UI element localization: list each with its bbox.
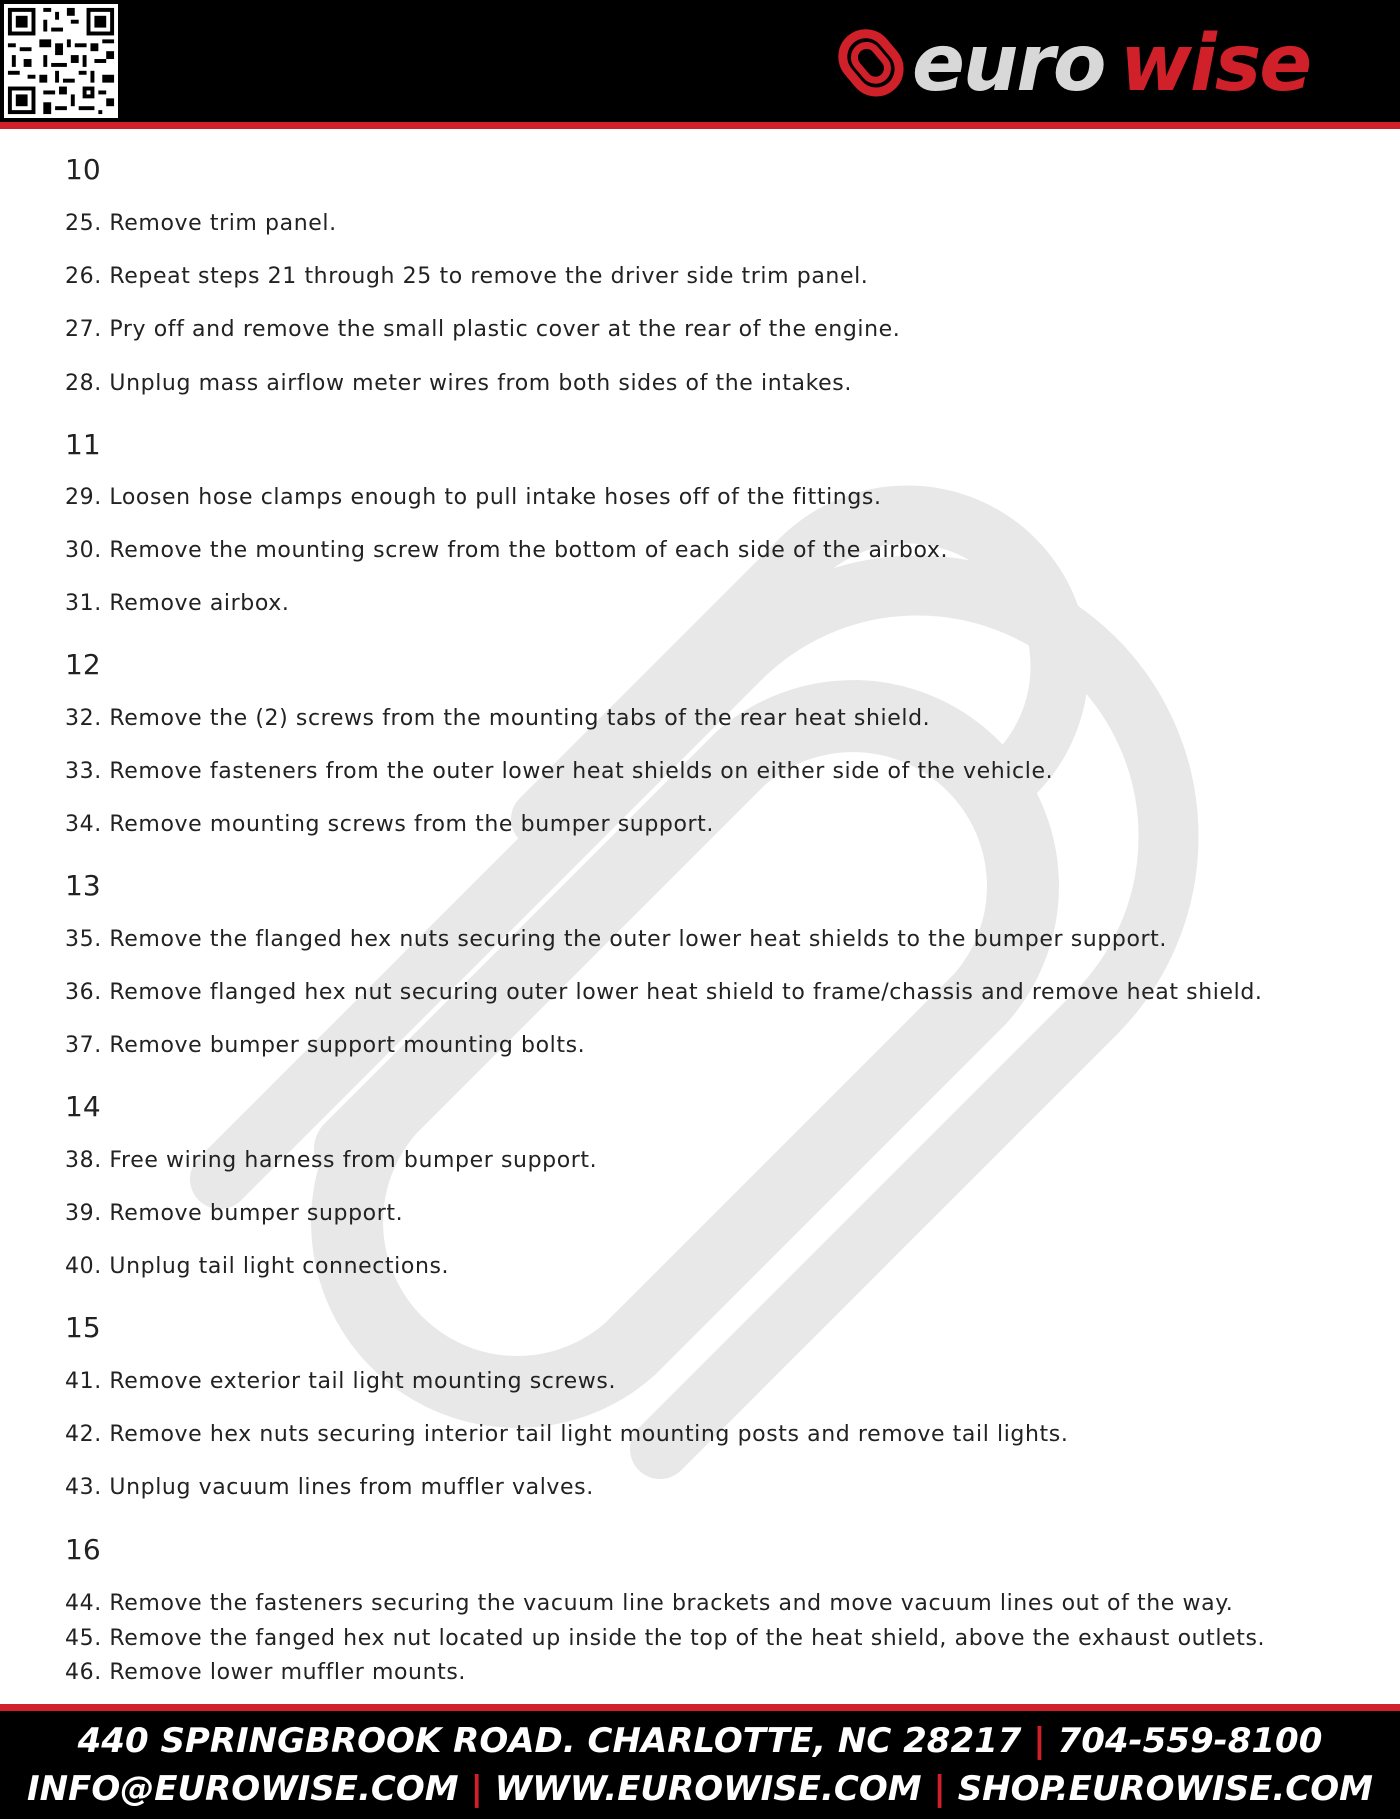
step-text: 35. Remove the flanged hex nuts securing the outer lower heat shields to the bumper support. — [65, 927, 1167, 952]
step-text: 32. Remove the (2) screws from the mounting tabs of the rear heat shield. — [65, 706, 931, 731]
step-text: 41. Remove exterior tail light mounting screws. — [65, 1369, 617, 1394]
footer-shop-link[interactable]: SHOP.EUROWISE.COM — [957, 1769, 1373, 1809]
section-number: 13 — [65, 869, 101, 902]
step-text: 25. Remove trim panel. — [65, 211, 337, 236]
step-text: 38. Free wiring harness from bumper support. — [65, 1148, 598, 1173]
footer-phone[interactable]: 704-559-8100 — [1057, 1721, 1323, 1761]
step-text: 39. Remove bumper support. — [65, 1201, 404, 1226]
step-text: 36. Remove flanged hex nut securing outer lower heat shield to frame/chassis and remove heat shield. — [65, 980, 1263, 1005]
section-number: 10 — [65, 153, 101, 186]
page-footer — [0, 1704, 1400, 1819]
page-header — [0, 0, 1400, 129]
step-text: 34. Remove mounting screws from the bumper support. — [65, 812, 714, 837]
step-text: 45. Remove the fanged hex nut located up inside the top of the heat shield, above the exhaust outlets. — [65, 1626, 1266, 1651]
step-text: 30. Remove the mounting screw from the bottom of each side of the airbox. — [65, 538, 949, 563]
svg-text:euro: euro — [912, 19, 1105, 109]
eurowise-logo — [820, 14, 1380, 114]
footer-line-address — [0, 1721, 1400, 1761]
svg-text:wise: wise — [1120, 19, 1311, 109]
footer-separator: | — [1033, 1721, 1046, 1761]
footer-website-link[interactable]: WWW.EUROWISE.COM — [494, 1769, 922, 1809]
instructions-body — [0, 129, 1400, 1704]
footer-separator: | — [470, 1769, 483, 1809]
section-number: 12 — [65, 648, 101, 681]
section-number: 16 — [65, 1533, 101, 1566]
step-text: 28. Unplug mass airflow meter wires from both sides of the intakes. — [65, 371, 852, 396]
step-text: 27. Pry off and remove the small plastic cover at the rear of the engine. — [65, 317, 901, 342]
step-text: 31. Remove airbox. — [65, 591, 290, 616]
footer-address: 440 SPRINGBROOK ROAD. CHARLOTTE, NC 28217 — [77, 1721, 1022, 1761]
footer-line-contact — [0, 1769, 1400, 1809]
step-text: 43. Unplug vacuum lines from muffler valves. — [65, 1475, 594, 1500]
section-number: 14 — [65, 1090, 101, 1123]
step-text: 26. Repeat steps 21 through 25 to remove the driver side trim panel. — [65, 264, 869, 289]
step-text: 37. Remove bumper support mounting bolts. — [65, 1033, 586, 1058]
step-text: 29. Loosen hose clamps enough to pull intake hoses off of the fittings. — [65, 485, 882, 510]
logo-mark-icon — [833, 24, 908, 101]
steps-list — [0, 129, 1400, 1704]
section-number: 11 — [65, 428, 101, 461]
footer-email-link[interactable]: INFO@EUROWISE.COM — [26, 1769, 459, 1809]
step-text: 33. Remove fasteners from the outer lower heat shields on either side of the vehicle. — [65, 759, 1054, 784]
step-text: 44. Remove the fasteners securing the vacuum line brackets and move vacuum lines out of the way. — [65, 1591, 1234, 1616]
qr-code-icon — [4, 4, 118, 118]
section-number: 15 — [65, 1311, 101, 1344]
step-text: 42. Remove hex nuts securing interior tail light mounting posts and remove tail lights. — [65, 1422, 1069, 1447]
step-text: 46. Remove lower muffler mounts. — [65, 1660, 466, 1685]
footer-separator: | — [933, 1769, 946, 1809]
step-text: 40. Unplug tail light connections. — [65, 1254, 450, 1279]
